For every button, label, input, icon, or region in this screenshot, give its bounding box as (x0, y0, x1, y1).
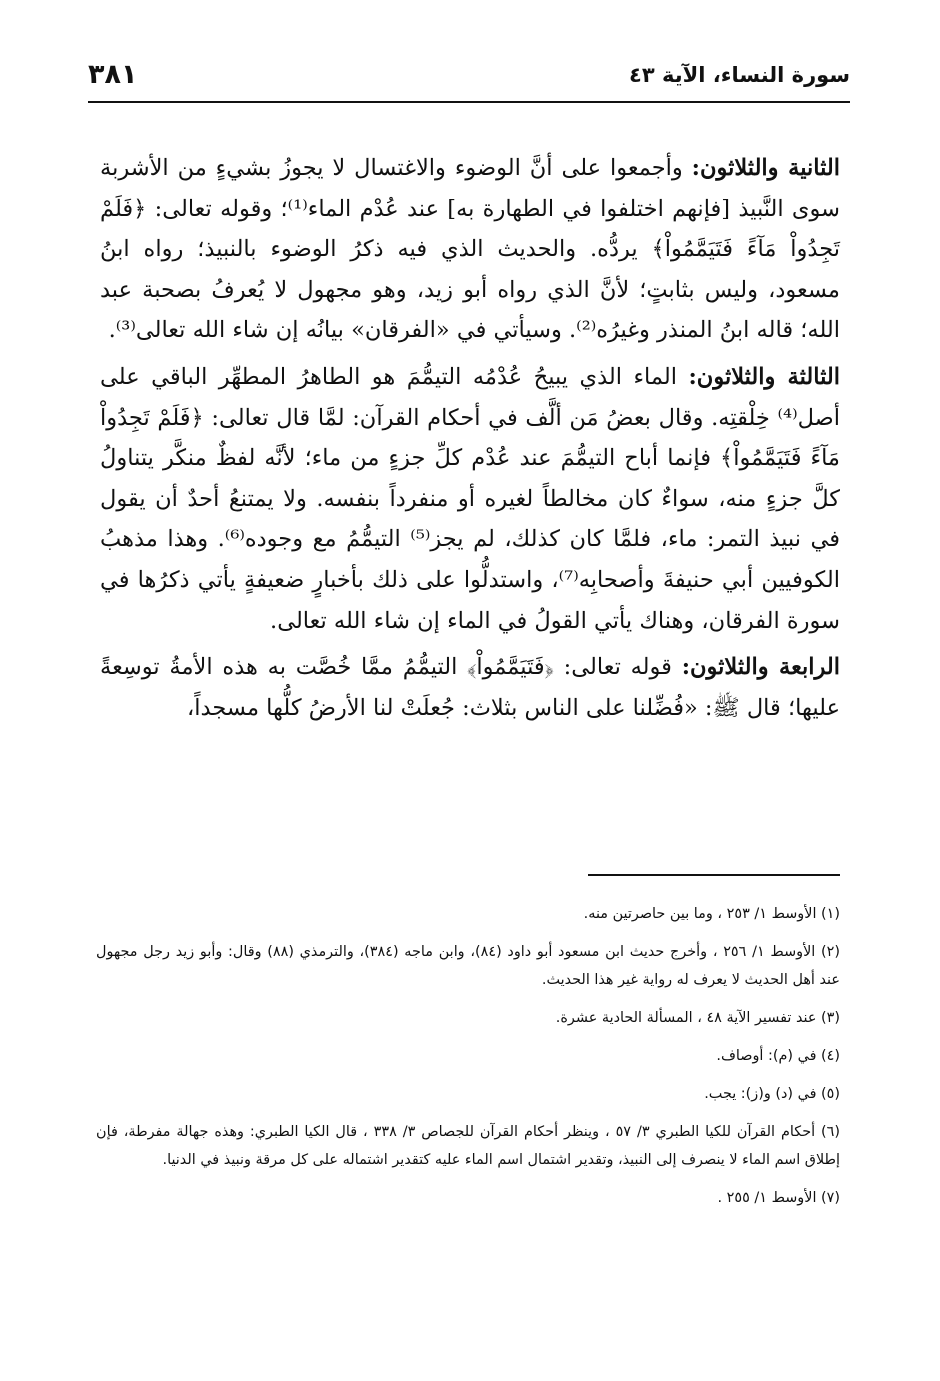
footnote-6: (٦) أحكام القرآن للكيا الطبري ٣/ ٥٧ ، وينظر أحكام القرآن للجصاص ٣/ ٣٣٨ ، قال الكيا الطبري: وهذه جهالة مفرطة، فإن إطلاق اسم الماء لا ينصرف إلى النبيذ، وتقدير اشتمال اسم الماء عليه كتقدير اشتماله على كل مرقة ونبيذ في الدنيا. (96, 1124, 840, 1168)
running-header (88, 58, 850, 98)
footnote-7: (٧) الأوسط ١/ ٢٥٥ . (717, 1190, 840, 1206)
footnote-5: (٥) في (د) و(ز): يجب. (704, 1086, 840, 1102)
header-divider (88, 101, 850, 103)
page-number: ٣٨١ (88, 59, 138, 90)
footnote-1: (١) الأوسط ١/ ٢٥٣ ، وما بين حاصرتين منه. (583, 906, 840, 922)
paragraph-heading: الثانية والثلاثون: (691, 155, 840, 181)
footnote-3: (٣) عند تفسير الآية ٤٨ ، المسألة الحادية عشرة. (555, 1010, 840, 1026)
footnotes (96, 900, 840, 1222)
footnote-2: (٢) الأوسط ١/ ٢٥٦ ، وأخرج حديث ابن مسعود أبو داود (٨٤)، وابن ماجه (٣٨٤)، والترمذي (٨٨) وقال: وأبو زيد رجل مجهول عند أهل الحديث لا يعرف له رواية غير هذا الحديث. (96, 944, 840, 988)
paragraph-33 (100, 357, 840, 641)
paragraph-body: قوله تعالى: ﴿فَتَيَمَّمُواْ﴾ التيمُّمُ ممَّا خُصَّت به هذه الأمةُ توسِعةً عليها؛ قال ﷺ: «فُضِّلنا على الناس بثلاث: جُعلَتْ لنا الأرضُ كلُّها مسجداً، (100, 654, 840, 721)
footnote-divider (588, 874, 840, 876)
main-text (100, 148, 840, 734)
paragraph-34 (100, 647, 840, 728)
paragraph-body: الماء الذي يبيحُ عُدْمُه التيمُّمَ هو الطاهرُ المطهِّر الباقي على أصل⁽⁴⁾ خِلْقتِه. وقال بعضُ مَن ألَّف في أحكام القرآن: لمَّا قال تعالى: ﴿فَلَمْ تَجِدُواْ مَآءً فَتَيَمَّمُواْ﴾ فإنما أباح التيمُّمَ عند عُدْم كلِّ جزءٍ من ماء؛ لأنَّه لفظٌ منكَّر يتناولُ كلَّ جزءٍ منه، سواءٌ كان مخالطاً لغيره أو منفرداً بنفسه. ولا يمتنعُ أحدٌ أن يقول في نبيذ التمر: ماء، فلمَّا كان كذلك، لم يجز⁽⁵⁾ التيمُّمُ مع وجوده⁽⁶⁾. وهذا مذهبُ الكوفيين أبي حنيفةَ وأصحابِه⁽⁷⁾، واستدلُّوا على ذلك بأخبارٍ ضعيفةٍ يأتي ذكرُها في سورة الفرقان، وهناك يأتي القولُ في الماء إن شاء الله تعالى. (100, 363, 840, 634)
paragraph-heading: الرابعة والثلاثون: (681, 654, 840, 681)
surah-ayah-title: سورة النساء، الآية ٤٣ (629, 63, 850, 87)
paragraph-body: وأجمعوا على أنَّ الوضوء والاغتسال لا يجوزُ بشيءٍ من الأشربة سوى النَّبيذ [فإنهم اختلفوا في الطهارة به] عند عُدْم الماء⁽¹⁾؛ وقوله تعالى: ﴿فَلَمْ تَجِدُواْ مَآءً فَتَيَمَّمُواْ﴾ يردُّه. والحديث الذي فيه ذكرُ الوضوء بالنبيذ؛ رواه ابنُ مسعود، وليس بثابتٍ؛ لأنَّ الذي رواه أبو زيد، وهو مجهول لا يُعرفُ بصحبة عبد الله؛ قاله ابنُ المنذر وغيرُه⁽²⁾. وسيأتي في «الفرقان» بيانُه إن شاء الله تعالى⁽³⁾. (100, 155, 841, 344)
paragraph-heading: الثالثة والثلاثون: (688, 363, 841, 390)
paragraph-32 (100, 148, 840, 351)
footnote-4: (٤) في (م): أوصاف. (716, 1048, 840, 1064)
